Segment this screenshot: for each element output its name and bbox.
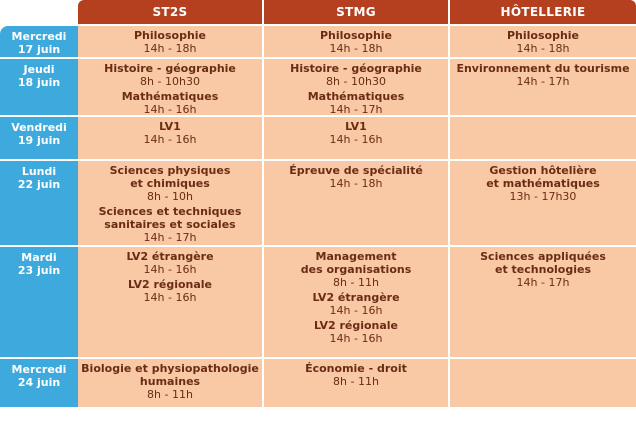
exam-subject: et mathématiques bbox=[486, 177, 600, 190]
exam-subject: des organisations bbox=[300, 263, 412, 276]
exam-entry bbox=[456, 62, 629, 88]
exam-time: 14h - 17h bbox=[516, 75, 570, 88]
exam-entry bbox=[330, 120, 383, 146]
day-label bbox=[0, 247, 78, 357]
exam-time: 14h - 16h bbox=[143, 291, 197, 304]
exam-time: 14h - 16h bbox=[329, 332, 383, 345]
exam-subject: Économie - droit bbox=[305, 362, 407, 375]
exam-entry bbox=[99, 205, 242, 244]
exam-subject: Sciences et techniques bbox=[98, 205, 242, 218]
exam-subject: Sciences physiques bbox=[109, 164, 231, 177]
schedule-cell bbox=[450, 59, 636, 115]
day-label bbox=[0, 161, 78, 245]
exam-time: 14h - 18h bbox=[516, 42, 570, 55]
exam-subject: LV2 régionale bbox=[127, 278, 213, 291]
exam-time: 13h - 17h30 bbox=[509, 190, 577, 203]
column-header-st2s: ST2S bbox=[78, 0, 262, 24]
schedule-cell bbox=[450, 26, 636, 57]
exam-time: 8h - 10h30 bbox=[326, 75, 386, 88]
exam-subject: Philosophie bbox=[133, 29, 207, 42]
exam-subject: LV1 bbox=[345, 120, 367, 133]
column-header-hotellerie: HÔTELLERIE bbox=[450, 0, 636, 24]
exam-subject: Philosophie bbox=[506, 29, 580, 42]
exam-entry bbox=[104, 62, 236, 88]
exam-subject: LV2 régionale bbox=[313, 319, 399, 332]
exam-entry bbox=[305, 362, 407, 388]
exam-time: 8h - 10h bbox=[147, 190, 193, 203]
exam-subject: Philosophie bbox=[319, 29, 393, 42]
schedule-cell bbox=[264, 161, 448, 245]
schedule-cell bbox=[78, 359, 262, 407]
exam-time: 8h - 10h30 bbox=[140, 75, 200, 88]
schedule-cell bbox=[78, 59, 262, 115]
schedule-cell bbox=[450, 117, 636, 159]
exam-entry bbox=[144, 120, 197, 146]
exam-time: 14h - 18h bbox=[329, 42, 383, 55]
exam-entry bbox=[320, 29, 392, 55]
column-header-stmg: STMG bbox=[264, 0, 448, 24]
schedule-cell bbox=[264, 359, 448, 407]
schedule-cell bbox=[78, 117, 262, 159]
exam-subject: Management bbox=[315, 250, 397, 263]
exam-subject: Mathématiques bbox=[121, 90, 219, 103]
schedule-cell bbox=[450, 359, 636, 407]
exam-entry bbox=[507, 29, 579, 55]
exam-time: 14h - 16h bbox=[143, 263, 197, 276]
exam-subject: Biologie et physiopathologie bbox=[81, 362, 259, 375]
day-name: Lundi bbox=[21, 165, 57, 178]
schedule-cell bbox=[450, 161, 636, 245]
exam-time: 14h - 16h bbox=[143, 103, 197, 116]
schedule-cell bbox=[264, 26, 448, 57]
exam-entry bbox=[126, 250, 213, 276]
schedule-cell bbox=[78, 247, 262, 357]
exam-time: 14h - 16h bbox=[143, 133, 197, 146]
exam-subject: Gestion hôtelière bbox=[489, 164, 597, 177]
exam-subject: LV1 bbox=[159, 120, 181, 133]
exam-entry bbox=[81, 362, 259, 401]
exam-time: 14h - 18h bbox=[143, 42, 197, 55]
exam-entry bbox=[122, 90, 219, 116]
day-label bbox=[0, 59, 78, 115]
exam-time: 8h - 11h bbox=[333, 375, 379, 388]
exam-entry bbox=[312, 291, 399, 317]
exam-time: 14h - 17h bbox=[143, 231, 197, 244]
day-date: 24 juin bbox=[17, 376, 61, 389]
exam-entry bbox=[128, 278, 212, 304]
exam-entry bbox=[486, 164, 600, 203]
exam-entry bbox=[110, 164, 231, 203]
exam-time: 8h - 11h bbox=[333, 276, 379, 289]
schedule-cell bbox=[264, 117, 448, 159]
exam-subject: Sciences appliquées bbox=[480, 250, 606, 263]
day-name: Jeudi bbox=[23, 63, 55, 76]
schedule-cell bbox=[264, 247, 448, 357]
exam-subject: Histoire - géographie bbox=[104, 62, 236, 75]
exam-time: 14h - 18h bbox=[329, 177, 383, 190]
day-date: 17 juin bbox=[17, 43, 61, 56]
day-name: Vendredi bbox=[11, 121, 67, 134]
day-label bbox=[0, 359, 78, 407]
exam-subject: Environnement du tourisme bbox=[456, 62, 630, 75]
day-date: 19 juin bbox=[17, 134, 61, 147]
exam-entry bbox=[301, 250, 412, 289]
day-name: Mercredi bbox=[11, 30, 67, 43]
table-corner bbox=[0, 0, 78, 24]
day-name: Mardi bbox=[21, 251, 57, 264]
exam-time: 14h - 17h bbox=[329, 103, 383, 116]
exam-time: 14h - 16h bbox=[329, 304, 383, 317]
exam-entry bbox=[134, 29, 206, 55]
exam-subject: et technologies bbox=[495, 263, 591, 276]
exam-entry bbox=[289, 164, 423, 190]
exam-subject: LV2 étrangère bbox=[126, 250, 214, 263]
exam-time: 14h - 16h bbox=[329, 133, 383, 146]
day-date: 18 juin bbox=[17, 76, 61, 89]
schedule-cell bbox=[450, 247, 636, 357]
exam-subject: LV2 étrangère bbox=[312, 291, 400, 304]
schedule-cell bbox=[78, 161, 262, 245]
exam-subject: Épreuve de spécialité bbox=[289, 164, 423, 177]
schedule-cell bbox=[264, 59, 448, 115]
exam-entry bbox=[290, 62, 422, 88]
day-date: 23 juin bbox=[17, 264, 61, 277]
exam-time: 14h - 17h bbox=[516, 276, 570, 289]
exam-subject: humaines bbox=[139, 375, 201, 388]
exam-time: 8h - 11h bbox=[147, 388, 193, 401]
exam-entry bbox=[314, 319, 398, 345]
day-date: 22 juin bbox=[17, 178, 61, 191]
day-label bbox=[0, 26, 78, 57]
exam-subject: sanitaires et sociales bbox=[104, 218, 236, 231]
day-label bbox=[0, 117, 78, 159]
exam-entry bbox=[308, 90, 405, 116]
exam-subject: Histoire - géographie bbox=[290, 62, 422, 75]
exam-subject: Mathématiques bbox=[307, 90, 405, 103]
schedule-cell bbox=[78, 26, 262, 57]
exam-subject: et chimiques bbox=[130, 177, 210, 190]
exam-entry bbox=[480, 250, 606, 289]
day-name: Mercredi bbox=[11, 363, 67, 376]
